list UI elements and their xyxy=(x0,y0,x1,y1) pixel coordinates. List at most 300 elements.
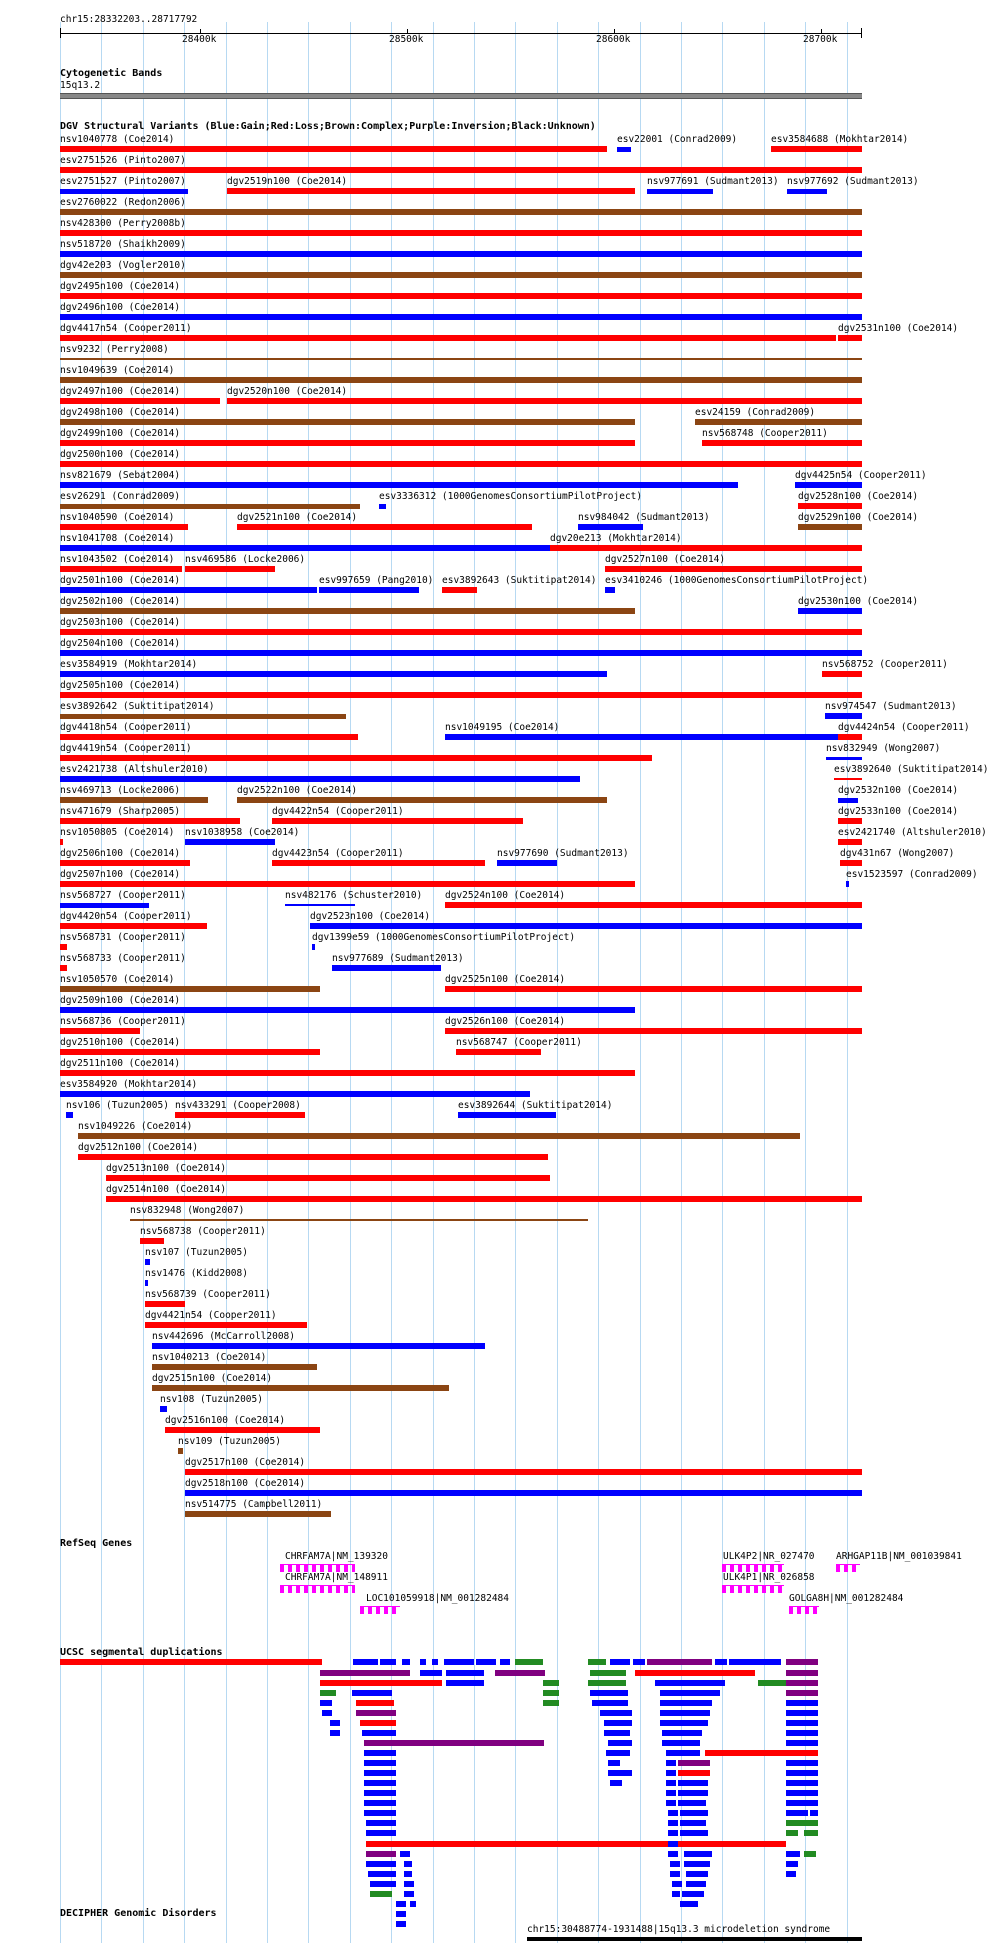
dgv-feature-bar[interactable] xyxy=(106,1175,550,1181)
dgv-feature-label: dgv2516n100 (Coe2014) xyxy=(165,1415,286,1426)
dgv-feature-bar[interactable] xyxy=(647,189,713,194)
segdup-block[interactable] xyxy=(672,1881,682,1887)
dgv-feature-bar[interactable] xyxy=(145,1259,150,1265)
segdup-block[interactable] xyxy=(366,1861,396,1867)
segdup-block[interactable] xyxy=(604,1730,630,1736)
segdup-block[interactable] xyxy=(330,1730,340,1736)
segdup-block[interactable] xyxy=(786,1670,818,1676)
dgv-feature-bar[interactable] xyxy=(60,860,190,866)
dgv-feature-bar[interactable] xyxy=(826,757,862,760)
segdup-block[interactable] xyxy=(610,1659,630,1665)
dgv-feature-bar[interactable] xyxy=(332,965,441,971)
segdup-block[interactable] xyxy=(786,1770,818,1776)
ruler-tick-label: 28500k xyxy=(389,34,424,45)
refseq-gene-model[interactable] xyxy=(836,1564,860,1572)
dgv-feature-bar[interactable] xyxy=(185,1490,862,1496)
dgv-feature-bar[interactable] xyxy=(78,1154,548,1160)
segdup-block[interactable] xyxy=(592,1700,628,1706)
dgv-feature-bar[interactable] xyxy=(771,146,862,152)
segdup-block[interactable] xyxy=(668,1851,678,1857)
segdup-block[interactable] xyxy=(402,1659,410,1665)
segdup-block[interactable] xyxy=(420,1659,426,1665)
dgv-feature-label: esv2421740 (Altshuler2010) xyxy=(838,827,987,838)
segdup-block[interactable] xyxy=(364,1750,396,1756)
dgv-feature-bar[interactable] xyxy=(578,524,643,530)
segdup-block[interactable] xyxy=(360,1720,396,1726)
segdup-block[interactable] xyxy=(444,1659,474,1665)
dgv-feature-bar[interactable] xyxy=(445,1028,862,1034)
dgv-feature-label: esv3584919 (Mokhtar2014) xyxy=(60,659,198,670)
segdup-block[interactable] xyxy=(590,1690,628,1696)
dgv-feature-bar[interactable] xyxy=(60,167,862,173)
dgv-feature-bar[interactable] xyxy=(130,1219,588,1221)
dgv-feature-bar[interactable] xyxy=(106,1196,862,1202)
segdup-block[interactable] xyxy=(715,1659,727,1665)
dgv-feature-bar[interactable] xyxy=(605,587,615,593)
dgv-feature-bar[interactable] xyxy=(60,944,67,950)
dgv-feature-label: esv1523597 (Conrad2009) xyxy=(846,869,978,880)
dgv-feature-bar[interactable] xyxy=(838,335,862,341)
segdup-block[interactable] xyxy=(364,1800,396,1806)
segdup-block[interactable] xyxy=(668,1820,678,1826)
segdup-block[interactable] xyxy=(666,1750,700,1756)
segdup-block[interactable] xyxy=(364,1740,544,1746)
segdup-block[interactable] xyxy=(543,1690,559,1696)
dgv-feature-bar[interactable] xyxy=(60,377,862,383)
segdup-block[interactable] xyxy=(662,1730,702,1736)
segdup-block[interactable] xyxy=(786,1760,818,1766)
dgv-feature-bar[interactable] xyxy=(145,1301,185,1307)
segdup-block[interactable] xyxy=(364,1780,396,1786)
dgv-feature-label: dgv2498n100 (Coe2014) xyxy=(60,407,181,418)
track-title-refseq[interactable]: RefSeq Genes xyxy=(60,1538,133,1549)
dgv-feature-label: dgv2529n100 (Coe2014) xyxy=(798,512,919,523)
segdup-block[interactable] xyxy=(380,1659,396,1665)
dgv-feature-label: nsv1040778 (Coe2014) xyxy=(60,134,175,145)
dgv-feature-label: esv3892643 (Suktitipat2014) xyxy=(442,575,597,586)
dgv-feature-bar[interactable] xyxy=(442,587,477,593)
dgv-feature-bar[interactable] xyxy=(152,1343,485,1349)
segdup-block[interactable] xyxy=(786,1800,818,1806)
refseq-gene-model[interactable] xyxy=(722,1564,784,1572)
dgv-feature-label: nsv518720 (Shaikh2009) xyxy=(60,239,186,250)
track-title-cytobands[interactable]: Cytogenetic Bands xyxy=(60,68,163,79)
dgv-feature-bar[interactable] xyxy=(695,419,862,425)
segdup-block[interactable] xyxy=(682,1891,704,1897)
dgv-feature-label: dgv2528n100 (Coe2014) xyxy=(798,491,919,502)
track-title-segdups[interactable]: UCSC segmental duplications xyxy=(60,1647,223,1658)
segdup-block[interactable] xyxy=(678,1790,708,1796)
segdup-block[interactable] xyxy=(420,1670,442,1676)
segdup-block[interactable] xyxy=(786,1659,818,1665)
segdup-block[interactable] xyxy=(786,1720,818,1726)
dgv-feature-bar[interactable] xyxy=(838,839,862,845)
segdup-block[interactable] xyxy=(356,1710,396,1716)
dgv-feature-bar[interactable] xyxy=(60,714,346,719)
segdup-block[interactable] xyxy=(672,1891,680,1897)
dgv-feature-bar[interactable] xyxy=(60,1049,320,1055)
segdup-block[interactable] xyxy=(322,1710,332,1716)
dgv-feature-bar[interactable] xyxy=(319,587,419,593)
segdup-block[interactable] xyxy=(404,1871,412,1877)
refseq-gene-model[interactable] xyxy=(280,1585,355,1593)
dgv-feature-label: nsv568739 (Cooper2011) xyxy=(145,1289,271,1300)
segdup-block[interactable] xyxy=(495,1670,545,1676)
segdup-block[interactable] xyxy=(606,1750,630,1756)
dgv-feature-label: esv24159 (Conrad2009) xyxy=(695,407,816,418)
dgv-feature-bar[interactable] xyxy=(60,504,360,509)
refseq-gene-model[interactable] xyxy=(360,1606,400,1614)
dgv-feature-bar[interactable] xyxy=(60,1028,140,1034)
segdup-block[interactable] xyxy=(786,1730,818,1736)
segdup-block[interactable] xyxy=(786,1790,818,1796)
dgv-feature-bar[interactable] xyxy=(60,440,635,446)
dgv-feature-bar[interactable] xyxy=(787,189,827,194)
segdup-block[interactable] xyxy=(660,1700,712,1706)
segdup-block[interactable] xyxy=(686,1871,708,1877)
grid-line xyxy=(391,22,392,1943)
dgv-feature-bar[interactable] xyxy=(60,1070,635,1076)
segdup-block[interactable] xyxy=(330,1720,340,1726)
segdup-block[interactable] xyxy=(60,1659,322,1665)
segdup-block[interactable] xyxy=(364,1770,396,1776)
dgv-feature-bar[interactable] xyxy=(78,1133,800,1139)
track-title-decipher[interactable]: DECIPHER Genomic Disorders xyxy=(60,1908,217,1919)
segdup-block[interactable] xyxy=(500,1659,510,1665)
dgv-feature-label: nsv568738 (Cooper2011) xyxy=(140,1226,266,1237)
segdup-block[interactable] xyxy=(804,1830,818,1836)
dgv-feature-bar[interactable] xyxy=(458,1112,556,1118)
segdup-block[interactable] xyxy=(786,1830,798,1836)
dgv-feature-label: dgv4419n54 (Cooper2011) xyxy=(60,743,192,754)
segdup-block[interactable] xyxy=(804,1851,816,1857)
segdup-block[interactable] xyxy=(786,1871,796,1877)
dgv-feature-bar[interactable] xyxy=(227,398,862,404)
dgv-feature-bar[interactable] xyxy=(60,482,738,488)
dgv-feature-label: nsv1049639 (Coe2014) xyxy=(60,365,175,376)
segdup-block[interactable] xyxy=(662,1740,700,1746)
dgv-feature-bar[interactable] xyxy=(60,839,63,845)
segdup-block[interactable] xyxy=(366,1820,396,1826)
dgv-feature-label: dgv2499n100 (Coe2014) xyxy=(60,428,181,439)
segdup-block[interactable] xyxy=(647,1659,712,1665)
dgv-feature-bar[interactable] xyxy=(846,881,849,887)
dgv-feature-bar[interactable] xyxy=(152,1385,449,1391)
dgv-feature-bar[interactable] xyxy=(497,860,557,866)
dgv-feature-bar[interactable] xyxy=(178,1448,183,1454)
segdup-block[interactable] xyxy=(786,1810,808,1816)
dgv-feature-bar[interactable] xyxy=(60,986,320,992)
segdup-block[interactable] xyxy=(604,1720,632,1726)
dgv-feature-bar[interactable] xyxy=(60,818,240,824)
segdup-block[interactable] xyxy=(786,1780,818,1786)
dgv-feature-bar[interactable] xyxy=(456,1049,541,1055)
dgv-feature-label: nsv568736 (Cooper2011) xyxy=(60,1016,186,1027)
dgv-feature-bar[interactable] xyxy=(550,545,862,551)
dgv-feature-bar[interactable] xyxy=(272,860,485,866)
segdup-block[interactable] xyxy=(655,1680,725,1686)
segdup-block[interactable] xyxy=(666,1800,676,1806)
dgv-feature-bar[interactable] xyxy=(60,797,208,803)
segdup-block[interactable] xyxy=(680,1810,708,1816)
dgv-feature-bar[interactable] xyxy=(60,293,862,299)
dgv-feature-label: esv3892640 (Suktitipat2014) xyxy=(834,764,988,775)
dgv-feature-label: nsv1050805 (Coe2014) xyxy=(60,827,175,838)
segdup-block[interactable] xyxy=(678,1760,710,1766)
dgv-feature-bar[interactable] xyxy=(60,608,635,614)
segdup-block[interactable] xyxy=(666,1760,676,1766)
dgv-feature-bar[interactable] xyxy=(379,504,386,509)
segdup-block[interactable] xyxy=(786,1700,818,1706)
dgv-feature-label: dgv2504n100 (Coe2014) xyxy=(60,638,181,649)
dgv-feature-bar[interactable] xyxy=(838,734,862,740)
dgv-feature-bar[interactable] xyxy=(145,1322,307,1328)
ruler-tick xyxy=(614,29,615,34)
segdup-block[interactable] xyxy=(432,1659,438,1665)
dgv-feature-bar[interactable] xyxy=(798,503,862,509)
dgv-feature-bar[interactable] xyxy=(60,398,220,404)
dgv-feature-bar[interactable] xyxy=(140,1238,164,1244)
segdup-block[interactable] xyxy=(678,1770,710,1776)
segdup-block[interactable] xyxy=(678,1800,706,1806)
dgv-feature-bar[interactable] xyxy=(838,818,862,824)
dgv-feature-label: esv2751527 (Pinto2007) xyxy=(60,176,186,187)
segdup-block[interactable] xyxy=(396,1911,406,1917)
dgv-feature-bar[interactable] xyxy=(285,904,355,906)
dgv-feature-bar[interactable] xyxy=(795,482,862,488)
dgv-feature-bar[interactable] xyxy=(237,524,532,530)
dgv-feature-label: nsv974547 (Sudmant2013) xyxy=(825,701,957,712)
segdup-block[interactable] xyxy=(515,1659,543,1665)
segdup-block[interactable] xyxy=(352,1690,392,1696)
segdup-block[interactable] xyxy=(670,1861,680,1867)
dgv-feature-bar[interactable] xyxy=(60,209,862,215)
dgv-feature-bar[interactable] xyxy=(312,944,315,950)
dgv-feature-bar[interactable] xyxy=(60,524,188,530)
segdup-block[interactable] xyxy=(600,1710,632,1716)
segdup-block[interactable] xyxy=(684,1861,710,1867)
dgv-feature-label: esv26291 (Conrad2009) xyxy=(60,491,181,502)
segdup-block[interactable] xyxy=(786,1690,818,1696)
dgv-feature-bar[interactable] xyxy=(310,923,862,929)
dgv-feature-bar[interactable] xyxy=(60,189,188,194)
segdup-block[interactable] xyxy=(668,1830,678,1836)
dgv-feature-bar[interactable] xyxy=(237,797,607,803)
dgv-feature-bar[interactable] xyxy=(152,1364,317,1370)
segdup-block[interactable] xyxy=(446,1670,484,1676)
segdup-block[interactable] xyxy=(610,1780,622,1786)
dgv-feature-bar[interactable] xyxy=(60,461,862,467)
dgv-feature-bar[interactable] xyxy=(185,1469,862,1475)
dgv-feature-label: dgv4422n54 (Cooper2011) xyxy=(272,806,404,817)
segdup-block[interactable] xyxy=(320,1690,336,1696)
segdup-block[interactable] xyxy=(786,1861,798,1867)
decipher-feature-bar[interactable] xyxy=(527,1937,862,1941)
segdup-block[interactable] xyxy=(370,1891,392,1897)
segdup-block[interactable] xyxy=(404,1891,414,1897)
dgv-feature-bar[interactable] xyxy=(60,903,149,908)
segdup-block[interactable] xyxy=(368,1871,396,1877)
cytoband-bar[interactable] xyxy=(60,93,862,99)
dgv-feature-label: nsv106 (Tuzun2005) xyxy=(66,1100,169,1111)
dgv-feature-bar[interactable] xyxy=(60,734,358,740)
dgv-feature-bar[interactable] xyxy=(702,440,862,446)
refseq-gene-model[interactable] xyxy=(280,1564,355,1572)
dgv-feature-bar[interactable] xyxy=(60,755,652,761)
dgv-feature-bar[interactable] xyxy=(60,251,862,257)
dgv-feature-bar[interactable] xyxy=(60,587,317,593)
segdup-block[interactable] xyxy=(364,1760,396,1766)
segdup-block[interactable] xyxy=(608,1760,620,1766)
segdup-block[interactable] xyxy=(633,1659,645,1665)
dgv-feature-bar[interactable] xyxy=(60,776,580,782)
dgv-feature-bar[interactable] xyxy=(60,1091,530,1097)
dgv-feature-bar[interactable] xyxy=(227,188,635,194)
dgv-feature-label: dgv2527n100 (Coe2014) xyxy=(605,554,726,565)
dgv-feature-bar[interactable] xyxy=(825,713,862,719)
segdup-block[interactable] xyxy=(370,1881,396,1887)
segdup-block[interactable] xyxy=(543,1700,559,1706)
segdup-block[interactable] xyxy=(680,1901,698,1907)
dgv-feature-bar[interactable] xyxy=(60,230,862,236)
segdup-block[interactable] xyxy=(666,1790,676,1796)
dgv-feature-bar[interactable] xyxy=(165,1427,320,1433)
dgv-feature-label: nsv832949 (Wong2007) xyxy=(826,743,941,754)
segdup-block[interactable] xyxy=(353,1659,378,1665)
ruler-tick xyxy=(407,29,408,34)
dgv-feature-bar[interactable] xyxy=(445,902,862,908)
segdup-block[interactable] xyxy=(400,1851,410,1857)
segdup-block[interactable] xyxy=(366,1830,396,1836)
dgv-feature-bar[interactable] xyxy=(445,734,853,740)
dgv-feature-bar[interactable] xyxy=(798,608,862,614)
dgv-feature-bar[interactable] xyxy=(60,881,635,887)
segdup-block[interactable] xyxy=(362,1730,396,1736)
dgv-feature-bar[interactable] xyxy=(822,671,862,677)
segdup-block[interactable] xyxy=(786,1680,818,1686)
dgv-feature-bar[interactable] xyxy=(445,986,862,992)
segdup-block[interactable] xyxy=(608,1770,632,1776)
segdup-block[interactable] xyxy=(786,1820,818,1826)
segdup-block[interactable] xyxy=(404,1861,412,1867)
dgv-feature-bar[interactable] xyxy=(60,692,862,698)
dgv-feature-bar[interactable] xyxy=(60,314,862,320)
segdup-block[interactable] xyxy=(729,1659,781,1665)
refseq-gene-model[interactable] xyxy=(789,1606,819,1614)
segdup-block[interactable] xyxy=(396,1921,406,1927)
segdup-block[interactable] xyxy=(588,1659,606,1665)
dgv-feature-bar[interactable] xyxy=(838,798,858,803)
segdup-block[interactable] xyxy=(608,1740,632,1746)
dgv-feature-bar[interactable] xyxy=(60,629,862,635)
dgv-feature-label: esv3584688 (Mokhtar2014) xyxy=(771,134,909,145)
dgv-feature-label: nsv568727 (Cooper2011) xyxy=(60,890,186,901)
segdup-block[interactable] xyxy=(320,1700,332,1706)
dgv-feature-bar[interactable] xyxy=(272,818,523,824)
dgv-feature-label: dgv2505n100 (Coe2014) xyxy=(60,680,181,691)
dgv-feature-bar[interactable] xyxy=(185,839,275,845)
segdup-block[interactable] xyxy=(668,1810,678,1816)
dgv-feature-bar[interactable] xyxy=(834,778,862,780)
segdup-block[interactable] xyxy=(446,1680,484,1686)
dgv-feature-label: dgv2518n100 (Coe2014) xyxy=(185,1478,306,1489)
segdup-block[interactable] xyxy=(680,1830,708,1836)
dgv-feature-bar[interactable] xyxy=(185,1511,331,1517)
segdup-block[interactable] xyxy=(678,1780,708,1786)
dgv-feature-bar[interactable] xyxy=(60,545,550,551)
segdup-block[interactable] xyxy=(320,1670,410,1676)
segdup-block[interactable] xyxy=(786,1851,800,1857)
segdup-block[interactable] xyxy=(705,1750,818,1756)
segdup-block[interactable] xyxy=(588,1680,626,1686)
refseq-gene-label: CHRFAM7A|NM_148911 xyxy=(285,1572,388,1583)
dgv-feature-bar[interactable] xyxy=(185,566,275,572)
segdup-block[interactable] xyxy=(666,1770,676,1776)
segdup-block[interactable] xyxy=(543,1680,559,1686)
track-title-dgv[interactable]: DGV Structural Variants (Blue:Gain;Red:Loss;Brown:Complex;Purple:Inversion;Black:Unknown) xyxy=(60,121,596,132)
dgv-feature-bar[interactable] xyxy=(160,1406,167,1412)
dgv-feature-bar[interactable] xyxy=(840,860,862,866)
dgv-feature-bar[interactable] xyxy=(60,419,635,425)
dgv-feature-bar[interactable] xyxy=(617,147,631,152)
segdup-block[interactable] xyxy=(364,1810,396,1816)
segdup-block[interactable] xyxy=(590,1670,626,1676)
dgv-feature-bar[interactable] xyxy=(60,146,607,152)
segdup-block[interactable] xyxy=(686,1881,706,1887)
segdup-block[interactable] xyxy=(660,1710,710,1716)
segdup-block[interactable] xyxy=(660,1690,720,1696)
dgv-feature-bar[interactable] xyxy=(605,566,862,572)
dgv-feature-bar[interactable] xyxy=(60,965,67,971)
segdup-block[interactable] xyxy=(366,1841,786,1847)
refseq-gene-label: GOLGA8H|NM_001282484 xyxy=(789,1593,904,1604)
dgv-feature-bar[interactable] xyxy=(60,272,862,278)
segdup-block[interactable] xyxy=(786,1740,818,1746)
dgv-feature-label: dgv2501n100 (Coe2014) xyxy=(60,575,181,586)
segdup-block[interactable] xyxy=(476,1659,496,1665)
segdup-block[interactable] xyxy=(410,1901,416,1907)
dgv-feature-bar[interactable] xyxy=(798,524,862,530)
dgv-feature-bar[interactable] xyxy=(60,566,182,572)
segdup-block[interactable] xyxy=(670,1871,680,1877)
segdup-block[interactable] xyxy=(356,1700,394,1706)
segdup-block[interactable] xyxy=(404,1881,414,1887)
dgv-feature-bar[interactable] xyxy=(60,335,836,341)
segdup-block[interactable] xyxy=(364,1790,396,1796)
segdup-block[interactable] xyxy=(366,1851,396,1857)
dgv-feature-bar[interactable] xyxy=(60,671,607,677)
segdup-block[interactable] xyxy=(810,1810,818,1816)
dgv-feature-bar[interactable] xyxy=(145,1280,148,1286)
dgv-feature-bar[interactable] xyxy=(60,1007,635,1013)
segdup-block[interactable] xyxy=(668,1841,678,1847)
segdup-block[interactable] xyxy=(680,1820,706,1826)
dgv-feature-label: nsv977692 (Sudmant2013) xyxy=(787,176,919,187)
dgv-feature-bar[interactable] xyxy=(66,1112,73,1118)
segdup-block[interactable] xyxy=(635,1670,755,1676)
segdup-block[interactable] xyxy=(666,1780,676,1786)
dgv-feature-bar[interactable] xyxy=(175,1112,305,1118)
dgv-feature-bar[interactable] xyxy=(60,358,862,360)
segdup-block[interactable] xyxy=(684,1851,712,1857)
segdup-block[interactable] xyxy=(320,1680,442,1686)
refseq-gene-model[interactable] xyxy=(722,1585,784,1593)
segdup-block[interactable] xyxy=(396,1901,406,1907)
segdup-block[interactable] xyxy=(786,1710,818,1716)
segdup-block[interactable] xyxy=(660,1720,708,1726)
dgv-feature-bar[interactable] xyxy=(60,650,862,656)
dgv-feature-bar[interactable] xyxy=(60,923,207,929)
